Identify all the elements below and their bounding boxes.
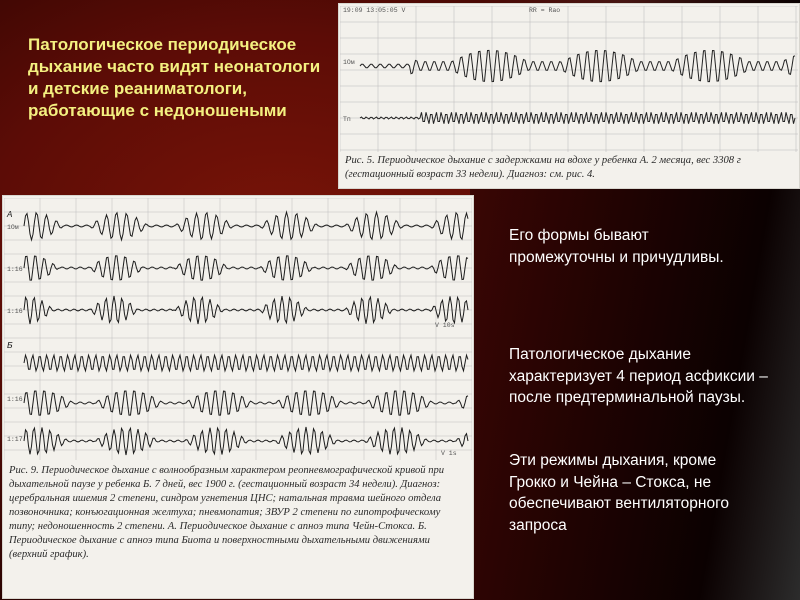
panel-a-label: A xyxy=(7,210,13,220)
figure-top-row-label-1: 1Ом xyxy=(343,59,355,66)
panel-a-row-3: 1:16 xyxy=(7,308,23,315)
slide-title: Патологическое периодическое дыхание часто видят неонатологи и детские реаниматологи, работающие с недоношеными xyxy=(28,35,321,120)
slide-paragraph-1: Его формы бывают промежуточны и причудливы. xyxy=(509,227,724,266)
panel-b-footer: V 1s xyxy=(441,450,457,457)
figure-top-row-label-2: Тп xyxy=(343,116,351,123)
figure-top-header-mid: RR = Rao xyxy=(529,7,561,14)
figure-top-panel xyxy=(338,3,800,189)
figure-bottom-panel xyxy=(2,195,474,599)
panel-a-row-2: 1:16 xyxy=(7,266,23,273)
figure-top-chart xyxy=(340,6,798,152)
panel-b-row-2: 1:17 xyxy=(7,436,23,443)
slide-paragraph-2: Патологическое дыхание характеризует 4 период асфиксии – после предтерминальной паузы. xyxy=(509,346,768,406)
slide-paragraph-3: Эти режимы дыхания, кроме Гроккo и Чейна – Стокса, не обеспечивают вентиляторного запроса xyxy=(509,452,730,534)
figure-bottom-caption: Рис. 9. Периодическое дыхание с волнообразным характером реопневмографической кривой при дыхательной паузе у ребенка Б. 7 дней, вес 1900 г. (гестационный возраст 34 недели). Диагноз: церебральная ишемия 2 степени, синдром угнетения ЦНС; натальная травма шейного отдела позвоночника; конъюгационная желтуха; пневмопатия; ЗВУР 2 степени по гипотрофическому типу; недоношенность 2 степени. А. Периодическое дыхание с апноэ типа Чейн-Стокса. Б. Периодическое дыхание с апноэ типа Биота и поверхностными дыхательными движениями (верхний график). xyxy=(9,465,445,560)
figure-bottom-chart xyxy=(4,198,472,460)
figure-top-caption: Рис. 5. Периодическое дыхание с задержками на вдохе у ребенка А. 2 месяца, вес 3308 г (гестационный возраст 33 недели). Диагноз: см. рис. 4. xyxy=(345,155,741,180)
panel-a-row-1: 1Ом xyxy=(7,224,19,231)
panel-b-label: Б xyxy=(7,341,13,351)
figure-top-header-left: 19:09 13:05:05 V xyxy=(343,7,406,14)
panel-b-row-1: 1:16 xyxy=(7,396,23,403)
panel-a-footer: V 10s xyxy=(435,322,455,329)
